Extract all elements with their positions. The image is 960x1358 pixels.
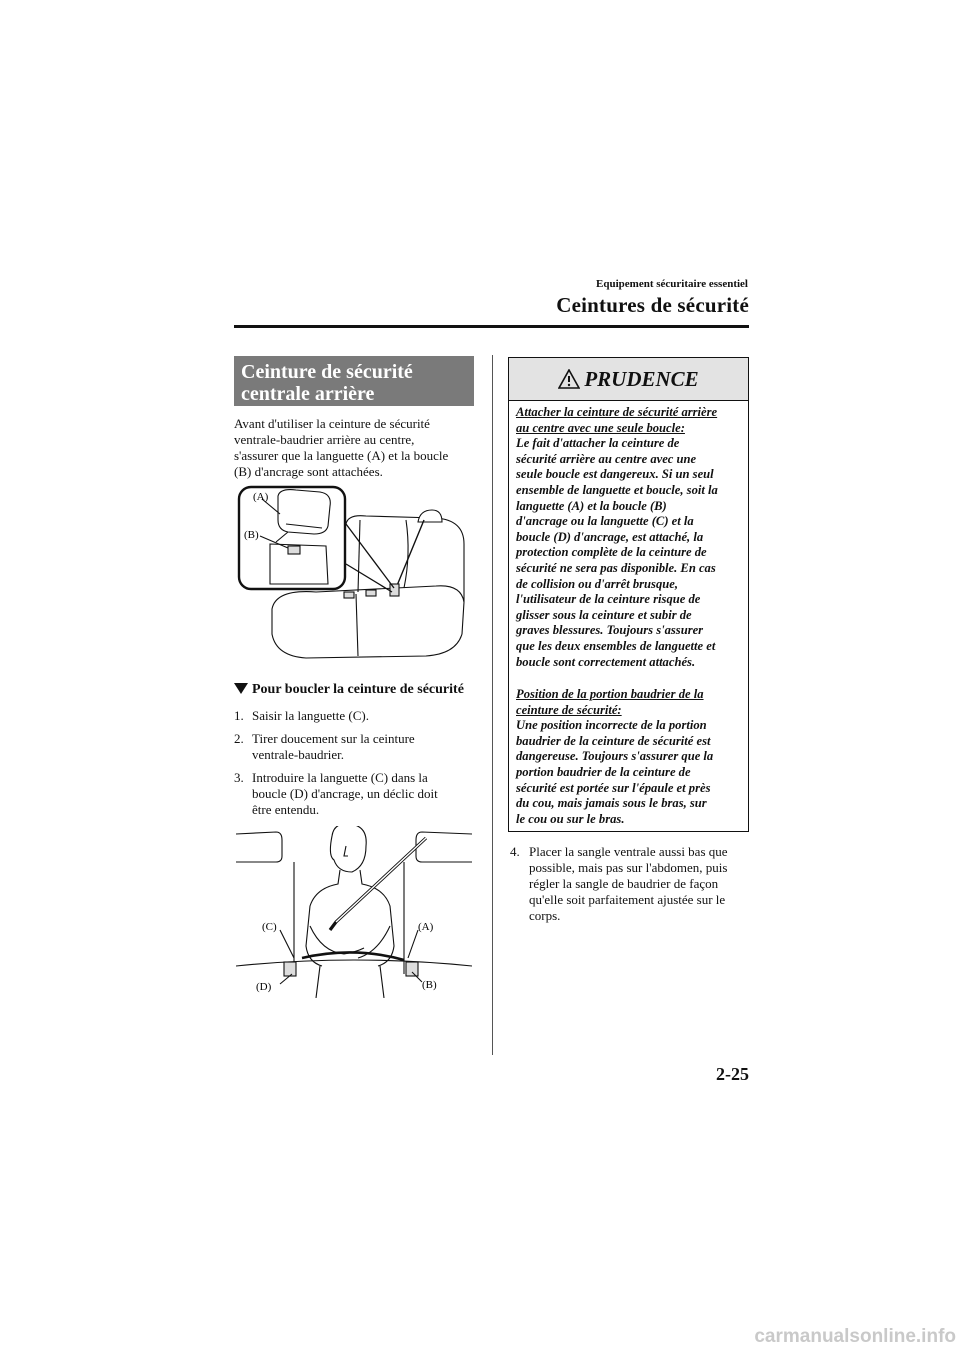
caution-line: sécurité arrière au centre avec une bbox=[516, 451, 697, 466]
figure2-label-c: (C) bbox=[262, 921, 277, 933]
subheading bbox=[234, 682, 494, 698]
caution-line: du cou, mais jamais sous le bras, sur bbox=[516, 796, 707, 811]
caution-line: le cou ou sur le bras. bbox=[516, 811, 625, 826]
intro-line: s'assurer que la languette (A) et la boucle bbox=[234, 448, 449, 463]
triangle-marker-icon bbox=[234, 683, 248, 694]
caution-line: l'utilisateur de la ceinture risque de bbox=[516, 592, 701, 607]
step-number: 3. bbox=[234, 770, 244, 785]
intro-line: (B) d'ancrage sont attachées. bbox=[234, 464, 383, 479]
step-line: ventrale-baudrier. bbox=[252, 747, 345, 762]
caution-line: sécurité ne sera pas disponible. En cas bbox=[516, 560, 716, 575]
caution-line: languette (A) et la boucle (B) bbox=[516, 498, 667, 513]
step-line: régler la sangle de baudrier de façon bbox=[529, 876, 719, 891]
header-rule bbox=[234, 325, 749, 328]
figure2-label-a: (A) bbox=[418, 921, 434, 933]
caution-line: sécurité est portée sur l'épaule et près bbox=[516, 780, 711, 795]
step-line: Introduire la languette (C) dans la bbox=[252, 770, 428, 785]
step-line: Placer la sangle ventrale aussi bas que bbox=[529, 844, 728, 859]
caution-line: baudrier de la ceinture de sécurité est bbox=[516, 733, 711, 748]
caution-line: Le fait d'attacher la ceinture de bbox=[516, 436, 680, 451]
intro-line: Avant d'utiliser la ceinture de sécurité bbox=[234, 416, 430, 431]
caution-body bbox=[516, 405, 746, 827]
figure2-label-d: (D) bbox=[256, 981, 272, 993]
step-2 bbox=[234, 731, 484, 763]
warning-icon bbox=[558, 369, 580, 389]
caution-box bbox=[508, 357, 749, 832]
caution-line: d'ancrage ou la languette (C) et la bbox=[516, 514, 694, 529]
step-line: boucle (D) d'ancrage, un déclic doit bbox=[252, 786, 438, 801]
figure1-label-b: (B) bbox=[244, 529, 259, 541]
section-heading-line-1: Ceinture de sécurité bbox=[241, 361, 413, 383]
caution-line: graves blessures. Toujours s'assurer bbox=[516, 623, 704, 638]
page-number: 2-25 bbox=[716, 1064, 749, 1084]
intro-paragraph bbox=[234, 416, 478, 480]
section-heading bbox=[234, 356, 474, 406]
caution-line: portion baudrier de la ceinture de bbox=[516, 765, 691, 780]
caution-line: protection complète de la ceinture de bbox=[516, 545, 707, 560]
caution-heading-line: ceinture de sécurité: bbox=[516, 702, 622, 717]
caution-line: dangereuse. Toujours s'assurer que la bbox=[516, 749, 714, 764]
watermark: carmanualsonline.info bbox=[754, 1326, 956, 1347]
step-line: qu'elle soit parfaitement ajustée sur le bbox=[529, 892, 726, 907]
chapter-label: Equipement sécuritaire essentiel bbox=[596, 278, 748, 290]
caution-title: PRUDENCE bbox=[584, 366, 699, 391]
caution-line: Une position incorrecte de la portion bbox=[516, 718, 707, 733]
caution-line: ensemble de languette et boucle, soit la bbox=[516, 482, 718, 497]
step-line: être entendu. bbox=[252, 802, 320, 817]
step-line: corps. bbox=[529, 908, 561, 923]
step-number: 1. bbox=[234, 708, 244, 723]
caution-line: que les deux ensembles de languette et bbox=[516, 638, 716, 653]
step-number: 2. bbox=[234, 731, 244, 746]
step-line: Saisir la languette (C). bbox=[252, 708, 369, 723]
caution-header bbox=[509, 358, 748, 401]
intro-line: ventrale-baudrier arrière au centre, bbox=[234, 432, 415, 447]
caution-line: boucle sont correctement attachés. bbox=[516, 654, 696, 669]
caution-heading-line: Position de la portion baudrier de la bbox=[516, 687, 704, 702]
figure2-label-b: (B) bbox=[422, 979, 437, 991]
occupant-buckling-illustration bbox=[236, 826, 472, 998]
step-number: 4. bbox=[510, 844, 520, 859]
figure1-label-a: (A) bbox=[253, 491, 269, 503]
caution-line: de collision ou d'arrêt brusque, bbox=[516, 576, 678, 591]
page-title: Ceintures de sécurité bbox=[556, 293, 749, 317]
step-4 bbox=[510, 844, 750, 924]
column-divider bbox=[492, 355, 493, 1055]
step-line: Tirer doucement sur la ceinture bbox=[252, 731, 415, 746]
rear-seat-illustration bbox=[236, 484, 476, 664]
caution-line: seule boucle est dangereux. Si un seul bbox=[516, 467, 714, 482]
caution-heading-line: au centre avec une seule boucle: bbox=[516, 420, 685, 435]
step-3 bbox=[234, 770, 484, 818]
subheading-text: Pour boucler la ceinture de sécurité bbox=[252, 682, 464, 697]
step-1 bbox=[234, 708, 484, 724]
step-line: possible, mais pas sur l'abdomen, puis bbox=[529, 860, 728, 875]
caution-line: glisser sous la ceinture et subir de bbox=[516, 607, 692, 622]
caution-line: boucle (D) d'ancrage, est attaché, la bbox=[516, 529, 704, 544]
section-heading-line-2: centrale arrière bbox=[241, 383, 375, 405]
caution-heading-line: Attacher la ceinture de sécurité arrière bbox=[516, 405, 718, 419]
